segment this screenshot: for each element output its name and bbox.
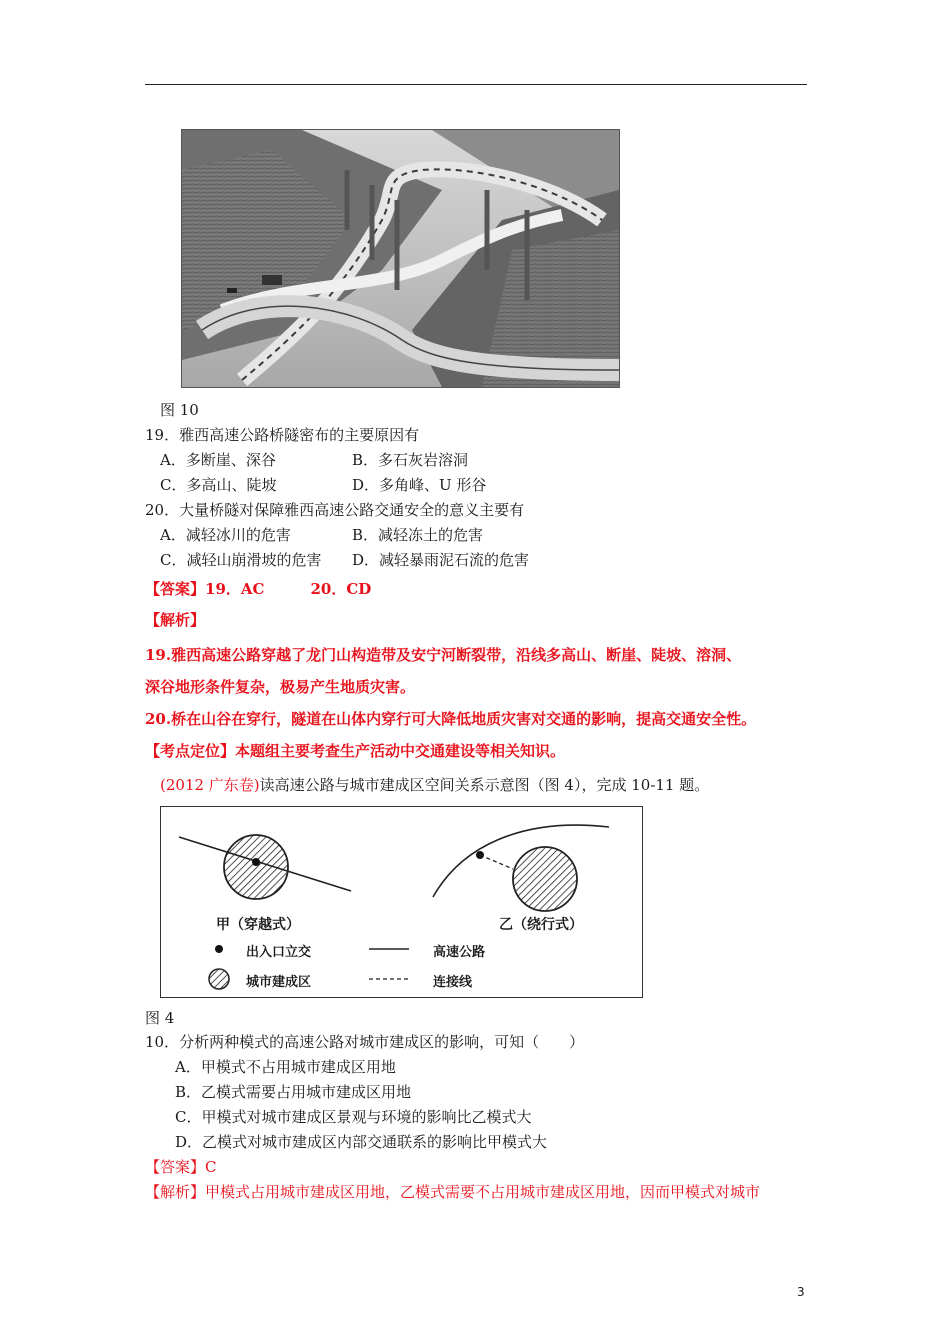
yi-link-line (480, 855, 513, 869)
legend-interchange-symbol (215, 945, 223, 953)
answer-10-label: 【答案】 (145, 1158, 206, 1176)
question-19-option-d: D．多角峰、U 形谷 (352, 476, 487, 494)
label-jia: 甲（穿越式） (216, 917, 300, 933)
question-10-option-b: B．乙模式需要占用城市建成区用地 (175, 1083, 412, 1101)
legend-interchange-label: 出入口立交 (246, 945, 312, 960)
question-20-option-d: D．减轻暴雨泥石流的危害 (352, 551, 530, 569)
question-20-stem: 20．大量桥隧对保障雅西高速公路交通安全的意义主要有 (145, 501, 525, 519)
jia-interchange (252, 858, 260, 866)
question-20-option-c: C．减轻山崩滑坡的危害 (160, 551, 322, 569)
label-yi: 乙（绕行式） (499, 917, 583, 933)
answer-20-value: 20．CD (310, 580, 372, 598)
jia-city-area (224, 835, 288, 899)
question-19-option-a: A．多断崖、深谷 (160, 451, 276, 469)
analysis-10-label: 【解析】 (145, 1183, 206, 1201)
source-tag: (2012 广东卷) (160, 776, 260, 794)
answer-label: 【答案】 (145, 580, 206, 598)
intro-text: 读高速公路与城市建成区空间关系示意图（图 4），完成 10-11 题。 (259, 776, 710, 794)
page-number: 3 (797, 1285, 805, 1299)
kaodian-dingwei: 【考点定位】本题组主要考查生产活动中交通建设等相关知识。 (145, 742, 566, 760)
question-10-option-c: C．甲模式对城市建成区景观与环境的影响比乙模式大 (175, 1108, 532, 1126)
header-rule (145, 84, 807, 85)
legend-link-label: 连接线 (433, 975, 473, 990)
question-20-option-b: B．减轻冻土的危害 (352, 526, 484, 544)
analysis-10 (145, 1182, 760, 1202)
question-19-stem: 19．雅西高速公路桥隧密布的主要原因有 (145, 426, 420, 444)
question-10-option-a: A．甲模式不占用城市建成区用地 (175, 1058, 396, 1076)
diagram-drawing (161, 807, 642, 997)
highway-city-diagram (160, 806, 643, 998)
question-10-option-d: D．乙模式对城市建成区内部交通联系的影响比甲模式大 (175, 1133, 548, 1151)
answer-block-19-20 (145, 579, 371, 599)
legend-city-label: 城市建成区 (246, 975, 312, 990)
analysis-10-text: 甲模式占用城市建成区用地，乙模式需要不占用城市建成区用地，因而甲模式对城市 (205, 1183, 761, 1201)
question-19-option-c: C．多高山、陡坡 (160, 476, 277, 494)
highway-photo-drawing (182, 130, 619, 387)
question-20-option-a: A．减轻冰川的危害 (160, 526, 291, 544)
legend-highway-label: 高速公路 (433, 945, 486, 960)
analysis-19-line-2: 深谷地形条件复杂，极易产生地质灾害。 (145, 678, 416, 696)
analysis-label: 【解析】 (145, 611, 206, 629)
figure-10-caption: 图 10 (160, 401, 199, 419)
yi-city-area (513, 847, 577, 911)
highway-bridge-photo (181, 129, 620, 388)
analysis-19-line-1: 19.雅西高速公路穿越了龙门山构造带及安宁河断裂带，沿线多高山、断崖、陡坡、溶洞、 (145, 646, 742, 664)
answer-10-value: C (205, 1158, 217, 1176)
question-intro (160, 775, 709, 795)
question-19-option-b: B．多石灰岩溶洞 (352, 451, 469, 469)
answer-19-value: 19．AC (205, 580, 265, 598)
legend-city-symbol (209, 969, 229, 989)
analysis-20: 20.桥在山谷在穿行，隧道在山体内穿行可大降低地质灾害对交通的影响，提高交通安全性。 (145, 710, 757, 728)
figure-4-caption: 图 4 (145, 1009, 175, 1027)
question-10-stem: 10．分析两种模式的高速公路对城市建成区的影响，可知（ ） (145, 1033, 585, 1051)
answer-10 (145, 1157, 217, 1177)
